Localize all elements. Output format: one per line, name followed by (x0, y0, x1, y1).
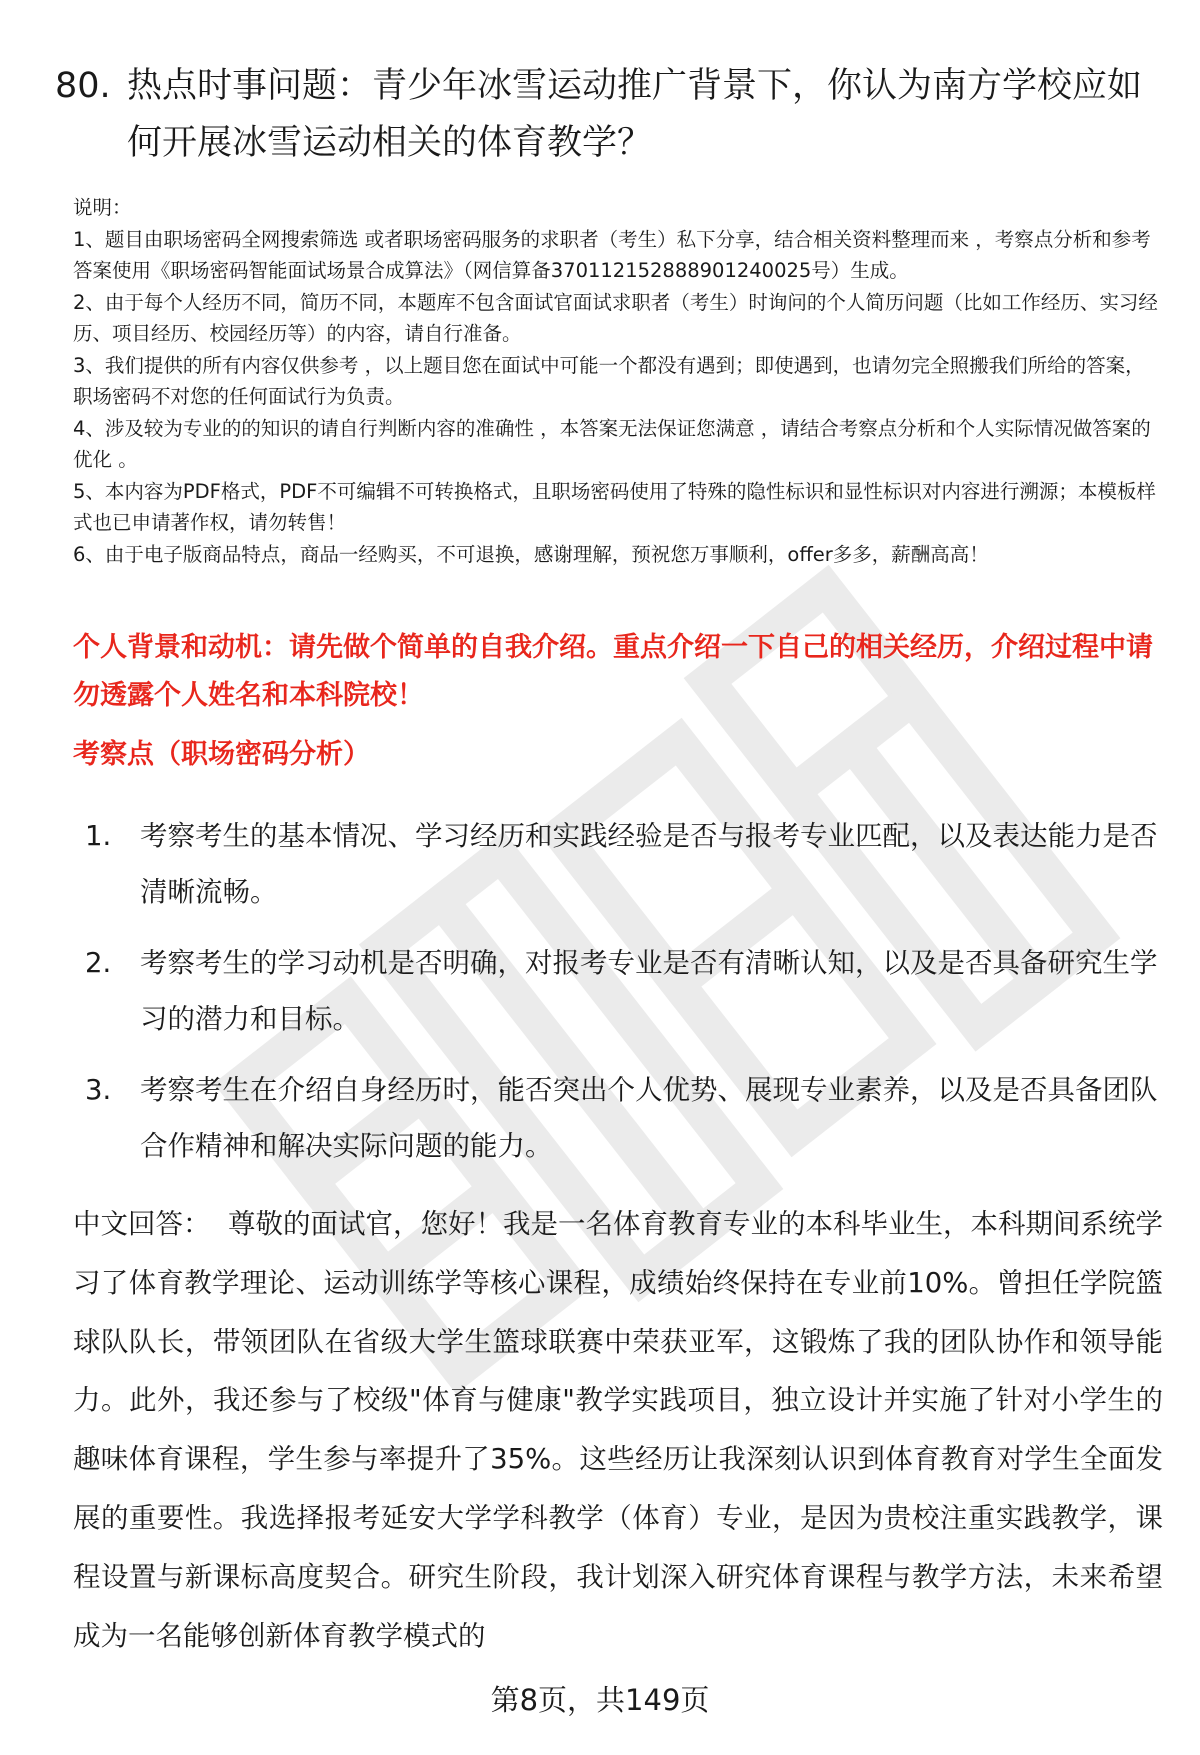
note-item: 5、本内容为PDF格式，PDF不可编辑不可转换格式，且职场密码使用了特殊的隐性标识和显性标识对内容进行溯源；本模板样式也已申请著作权，请勿转售！ (73, 479, 1156, 534)
question-text: 热点时事问题：青少年冰雪运动推广背景下，你认为南方学校应如何开展冰雪运动相关的体育教学？ (127, 66, 1143, 163)
list-item (73, 808, 1163, 920)
point-number: 2. (85, 947, 112, 979)
notes-section (73, 192, 1163, 570)
note-item: 4、涉及较为专业的的知识的请自行判断内容的准确性 ，本答案无法保证您满意 ，请结合考察点分析和个人实际情况做答案的优化 。 (73, 416, 1151, 471)
page-footer: 第8页，共149页 (490, 1683, 710, 1717)
list-item (73, 1062, 1163, 1174)
point-number: 3. (85, 1074, 112, 1106)
answer-paragraph (73, 1195, 1163, 1665)
background-heading: 个人背景和动机：请先做个简单的自我介绍。重点介绍一下自己的相关经历，介绍过程中请勿透露个人姓名和本科院校！ (73, 632, 1153, 711)
analysis-title: 考察点（职场密码分析） (73, 739, 370, 770)
point-text: 考察考生的基本情况、学习经历和实践经验是否与报考专业匹配，以及表达能力是否清晰流畅。 (140, 820, 1158, 908)
note-item: 6、由于电子版商品特点，商品一经购买，不可退换，感谢理解，预祝您万事顺利，offer多多，薪酬高高！ (73, 542, 989, 566)
point-number: 1. (85, 820, 112, 852)
list-item (73, 935, 1163, 1047)
analysis-points-list (73, 808, 1163, 1189)
point-text: 考察考生在介绍自身经历时，能否突出个人优势、展现专业素养，以及是否具备团队合作精神和解决实际问题的能力。 (140, 1074, 1158, 1162)
note-item: 1、题目由职场密码全网搜索筛选 或者职场密码服务的求职者（考生）私下分享，结合相关资料整理而来 ，考察点分析和参考答案使用《职场密码智能面试场景合成算法》（网信算备370112152888901240025号）生成。 (73, 227, 1151, 282)
point-text: 考察考生的学习动机是否明确，对报考专业是否有清晰认知，以及是否具备研究生学习的潜力和目标。 (140, 947, 1158, 1035)
note-item: 2、由于每个人经历不同，简历不同，本题库不包含面试官面试求职者（考生）时询问的个人简历问题（比如工作经历、实习经历、项目经历、校园经历等）的内容，请自行准备。 (73, 290, 1158, 345)
question-number: 80. (55, 66, 111, 106)
answer-text: 尊敬的面试官，您好！我是一名体育教育专业的本科毕业生，本科期间系统学习了体育教学理论、运动训练学等核心课程，成绩始终保持在专业前10%。曾担任学院篮球队队长，带领团队在省级大学生篮球联赛中荣获亚军，这锻炼了我的团队协作和领导能力。此外，我还参与了校级"体育与健康"教学实践项目，独立设计并实施了针对小学生的趣味体育课程，学生参与率提升了35%。这些经历让我深刻认识到体育教育对学生全面发展的重要性。我选择报考延安大学学科教学（体育）专业，是因为贵校注重实践教学，课程设置与新课标高度契合。研究生阶段，我计划深入研究体育课程与教学方法，未来希望成为一名能够创新体育教学模式的 (73, 1208, 1164, 1652)
note-item: 3、我们提供的所有内容仅供参考 ，以上题目您在面试中可能一个都没有遇到；即使遇到，也请勿完全照搬我们所给的答案，职场密码不对您的任何面试行为负责。 (73, 353, 1145, 408)
notes-title: 说明： (73, 196, 132, 219)
answer-label: 中文回答： (73, 1208, 211, 1240)
question-heading (55, 58, 1165, 172)
